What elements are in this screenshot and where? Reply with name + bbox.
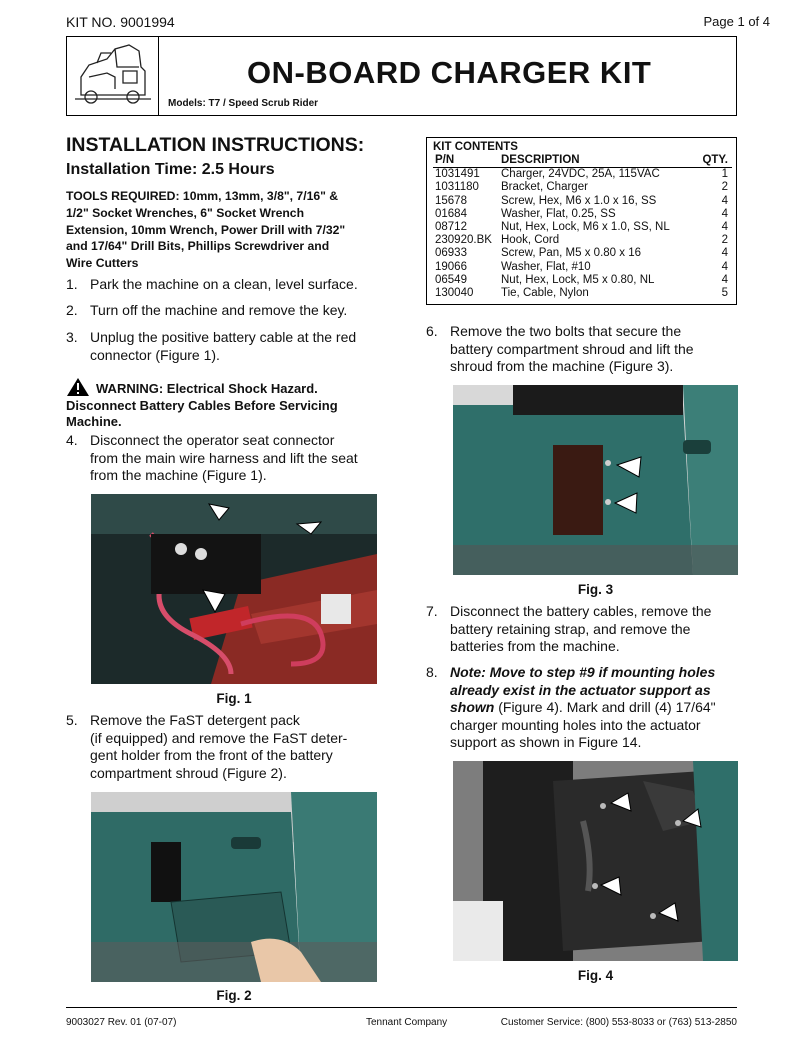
- figure-2-caption: Fig. 2: [216, 988, 252, 1003]
- warning-block: WARNING: Electrical Shock Hazard. Disconnect Battery Cables Before Servicing Machine.: [66, 381, 396, 431]
- step-7: 7. Disconnect the battery cables, remove the battery retaining strap, and remove the batteries from the machine.: [426, 603, 712, 654]
- col-pn: P/N: [433, 154, 499, 168]
- title-box: [66, 36, 737, 116]
- figure-1-caption: Fig. 1: [216, 691, 252, 706]
- table-row: 06549 Nut, Hex, Lock, M5 x 0.80, NL 4: [435, 273, 728, 286]
- figure-4-caption: Fig. 4: [577, 968, 614, 983]
- installation-heading: INSTALLATION INSTRUCTIONS:: [66, 134, 365, 156]
- warning-icon: [66, 377, 90, 397]
- battery-connector-photo: [91, 494, 377, 684]
- kit-number: KIT NO. 9001994: [66, 14, 175, 30]
- table-row: 1031491 Charger, 24VDC, 25A, 115VAC 1: [435, 168, 728, 181]
- step-4: 4. Disconnect the operator seat connector from the main wire harness and lift the seat from the machine (Figure 1).: [66, 432, 358, 483]
- footer-divider: [66, 1007, 737, 1008]
- models-label: Models: T7 / Speed Scrub Rider: [168, 98, 319, 109]
- footer-doc-number: 9003027 Rev. 01 (07-07): [66, 1017, 177, 1028]
- figure-2-photo: [91, 792, 377, 982]
- page-title: ON-BOARD CHARGER KIT: [247, 55, 652, 90]
- col-qty: QTY.: [696, 154, 732, 168]
- table-row: 08712 Nut, Hex, Lock, M6 x 1.0, SS, NL 4: [435, 221, 728, 234]
- kit-contents-title: KIT CONTENTS: [433, 141, 518, 153]
- table-row: 19066 Washer, Flat, #10 4: [435, 260, 728, 273]
- kit-contents-box: [426, 137, 737, 305]
- figure-1-photo: [91, 494, 377, 684]
- figure-3-photo: [453, 385, 738, 575]
- table-row: 1031180 Bracket, Charger 2: [435, 181, 728, 194]
- step-8: 8. Note: Move to step #9 if mounting holes already exist in the actuator support as shown (Figure 4). Mark and drill (4) 17/64" charger mounting holes into the actuator support as shown in Figure 14.: [426, 664, 716, 750]
- table-row: 230920.BK Hook, Cord 2: [435, 234, 728, 247]
- scrubber-machine-icon: [67, 37, 157, 113]
- actuator-support-photo: [453, 761, 738, 961]
- step-6: 6. Remove the two bolts that secure the battery compartment shroud and lift the shroud from the machine (Figure 3).: [426, 323, 694, 374]
- step-5: 5. Remove the FaST detergent pack (if equipped) and remove the FaST deter- gent holder from the front of the battery compartment shroud (Figure 2).: [66, 712, 348, 781]
- col-description: DESCRIPTION: [499, 154, 696, 168]
- figure-3-caption: Fig. 3: [577, 582, 614, 597]
- machine-logo: [67, 37, 159, 115]
- table-row: 01684 Washer, Flat, 0.25, SS 4: [435, 207, 728, 220]
- step-1: 1. Park the machine on a clean, level surface.: [66, 276, 358, 292]
- figure-4-photo: [453, 761, 738, 961]
- table-row: 130040 Tie, Cable, Nylon 5: [435, 287, 728, 300]
- tools-required: TOOLS REQUIRED: 10mm, 13mm, 3/8", 7/16" & 1/2" Socket Wrenches, 6" Socket Wrench Extension, 10mm Wrench, Power Drill with 7/32" and 17/64" Drill Bits, Phillips Screwdriver and Wire Cutters: [66, 189, 346, 271]
- kit-contents-table: [433, 154, 732, 300]
- page-number: Page 1 of 4: [703, 14, 770, 29]
- installation-time: Installation Time: 2.5 Hours: [66, 161, 275, 178]
- footer-customer-service: Customer Service: (800) 553-8033 or (763) 513-2850: [500, 1017, 737, 1028]
- step-2: 2. Turn off the machine and remove the key.: [66, 302, 348, 318]
- shroud-bolts-photo: [453, 385, 738, 575]
- table-row: 15678 Screw, Hex, M6 x 1.0 x 16, SS 4: [435, 194, 728, 207]
- step-3: 3. Unplug the positive battery cable at the red connector (Figure 1).: [66, 329, 357, 363]
- table-row: 06933 Screw, Pan, M5 x 0.80 x 16 4: [435, 247, 728, 260]
- detergent-holder-photo: [91, 792, 377, 982]
- footer-company: Tennant Company: [366, 1017, 448, 1028]
